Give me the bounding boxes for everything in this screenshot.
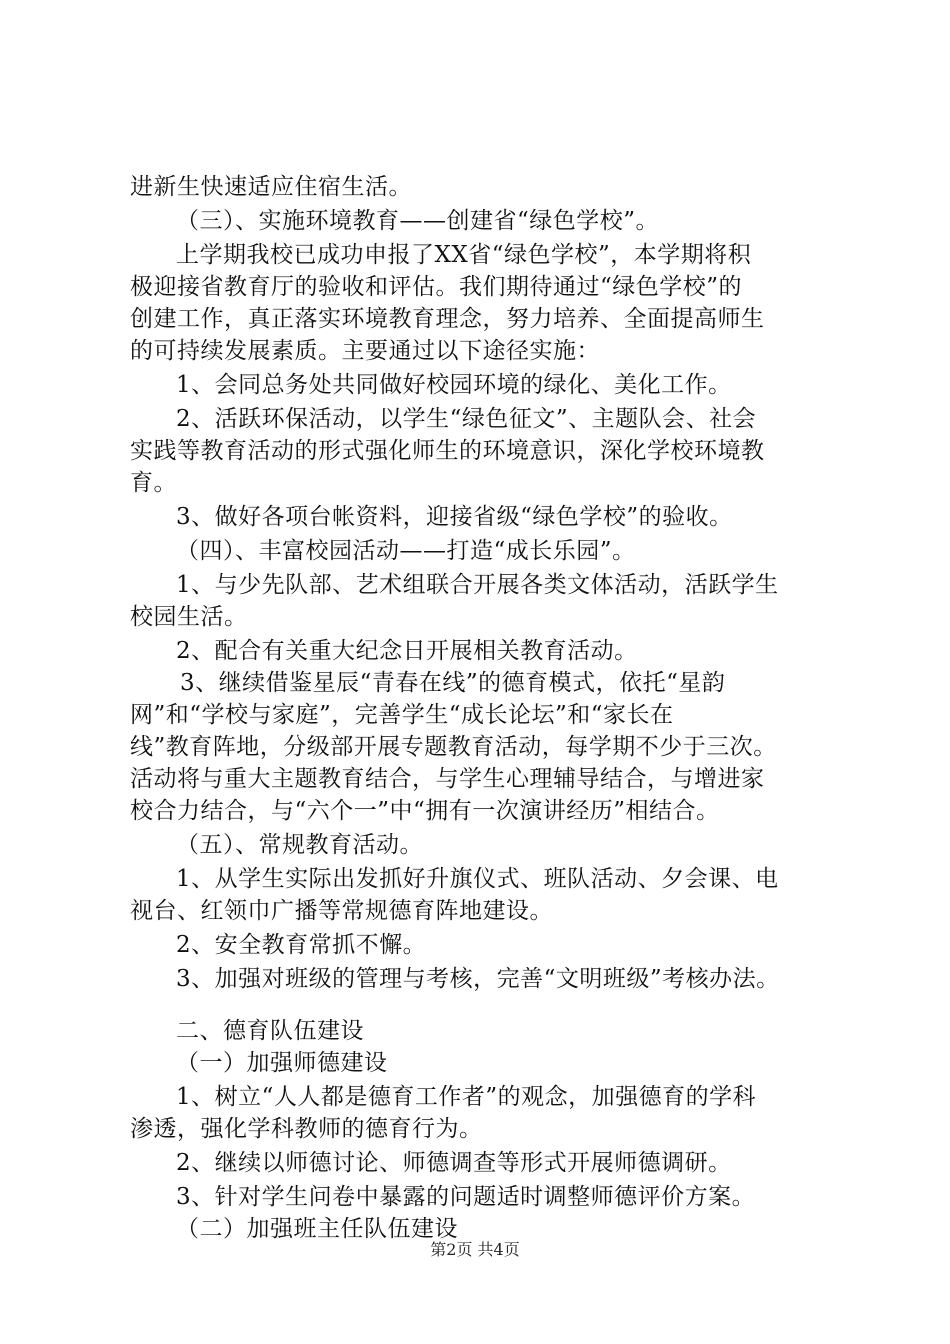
list-item: 2、活跃环保活动，以学生“绿色征文”、主题队会、社会 [176, 406, 757, 432]
list-item: 1、与少先队部、艺术组联合开展各类文体活动，活跃学生 [176, 572, 779, 598]
text-line: 实践等教育活动的形式强化师生的环境意识，深化学校环境教 [130, 438, 765, 464]
section-heading: 二、德育队伍建设 [176, 1018, 364, 1044]
text-line: 进新生快速适应住宿生活。 [130, 174, 412, 200]
list-item: 3、针对学生问卷中暴露的问题适时调整师德评价方案。 [176, 1184, 756, 1210]
list-item: 2、安全教育常抓不懈。 [176, 932, 427, 958]
list-item: 3、继续借鉴星辰“青春在线”的德育模式，依托“星韵 [180, 670, 726, 696]
text-line: 活动将与重大主题教育结合，与学生心理辅导结合，与增进家 [130, 766, 765, 792]
list-item: 2、继续以师德讨论、师德调查等形式开展师德调研。 [176, 1150, 732, 1176]
section-heading: （四）、丰富校园活动——打造“成长乐园”。 [176, 538, 636, 564]
text-line: 校合力结合，与“六个一”中“拥有一次演讲经历”相结合。 [130, 798, 720, 824]
section-heading: （五）、常规教育活动。 [176, 832, 423, 858]
text-line: 育。 [130, 470, 177, 496]
text-line: 校园生活。 [130, 604, 248, 630]
list-item: 1、从学生实际出发抓好升旗仪式、班队活动、夕会课、电 [176, 866, 779, 892]
text-line: 极迎接省教育厅的验收和评估。我们期待通过“绿色学校”的 [130, 274, 743, 300]
list-item: 3、做好各项台帐资料，迎接省级“绿色学校”的验收。 [176, 504, 733, 530]
list-item: 1、树立“人人都是德育工作者”的观念，加强德育的学科 [176, 1084, 757, 1110]
text-line: 渗透，强化学科教师的德育行为。 [130, 1116, 483, 1142]
text-line: 上学期我校已成功申报了XX省“绿色学校”，本学期将积 [176, 242, 752, 268]
text-line: 视台、红领巾广播等常规德育阵地建设。 [130, 898, 553, 924]
section-heading: （三）、实施环境教育——创建省“绿色学校”。 [176, 208, 660, 234]
list-item: 3、加强对班级的管理与考核，完善“文明班级”考核办法。 [176, 966, 780, 992]
text-line: 的可持续发展素质。主要通过以下途径实施： [130, 338, 600, 364]
subsection-heading: （一）加强师德建设 [176, 1050, 388, 1076]
text-line: 网”和“学校与家庭”，完善学生“成长论坛”和“家长在 [130, 702, 674, 728]
list-item: 1、会同总务处共同做好校园环境的绿化、美化工作。 [176, 372, 732, 398]
text-line: 创建工作，真正落实环境教育理念，努力培养、全面提高师生 [130, 306, 765, 332]
page-number: 第2页 共4页 [430, 1240, 520, 1259]
subsection-heading: （二）加强班主任队伍建设 [176, 1216, 458, 1242]
text-line: 线”教育阵地，分级部开展专题教育活动，每学期不少于三次。 [130, 734, 777, 760]
list-item: 2、配合有关重大纪念日开展相关教育活动。 [176, 638, 638, 664]
